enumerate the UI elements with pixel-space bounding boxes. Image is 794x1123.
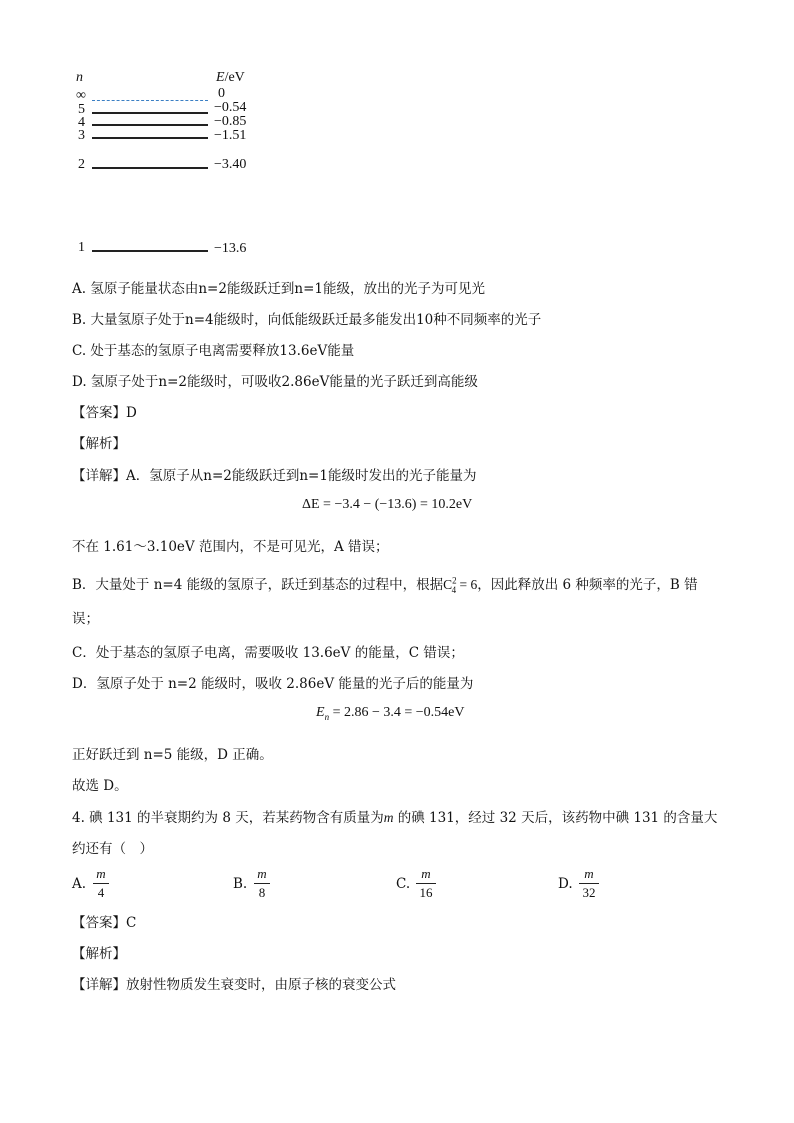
equation-en: $E_n = 2.86 - 3.4 = -0.54eV$ — [316, 705, 465, 722]
combination-formula: $C^2_4 = 6$ — [443, 575, 478, 595]
q4-answer: 【答案】C — [72, 915, 137, 931]
level-line-5 — [92, 112, 208, 114]
level-e-4: −0.85 — [214, 114, 247, 129]
q3-line-c: C．处于基态的氢原子电离，需要吸收 13.6eV 的能量，C 错误； — [72, 645, 464, 661]
level-e-3: −1.51 — [214, 128, 247, 143]
q4-stem-line1: 4. 碘 131 的半衰期约为 8 天，若某药物含有质量为m 的碘 131，经过 32 天后，该药物中碘 131 的含量大 — [72, 810, 718, 826]
q4-stem-line2: 约还有（ ） — [72, 841, 153, 857]
level-line-1 — [92, 250, 208, 252]
level-line-4 — [92, 124, 208, 126]
q3-answer — [72, 401, 137, 421]
equation-delta-e: ΔE = −3.4 − (−13.6) = 10.2eV — [302, 497, 473, 512]
q4-option-c-fraction: m 16 — [416, 866, 436, 901]
q4-option-d-label: D. — [558, 876, 573, 892]
q3-conclusion: 故选 D。 — [72, 778, 128, 794]
energy-level-diagram — [0, 0, 300, 270]
q3-line-a2: 不在 1.61～3.10eV 范围内，不是可见光，A 错误； — [72, 539, 389, 555]
n-axis-header: n — [76, 70, 83, 85]
detail-a-text: A．氢原子从n=2能级跃迁到n=1能级时发出的光子能量为 — [126, 468, 477, 484]
level-e-5: −0.54 — [214, 100, 247, 115]
q4-option-a-fraction: m 4 — [93, 866, 109, 901]
detail-tag: 【详解】 — [72, 468, 126, 484]
q4-option-c-label: C. — [396, 876, 411, 892]
q3-option-c: C. 处于基态的氢原子电离需要释放13.6eV能量 — [72, 343, 355, 359]
level-e-2: −3.40 — [214, 157, 247, 172]
q3-option-a: A. 氢原子能量状态由n=2能级跃迁到n=1能级，放出的光子为可见光 — [72, 281, 486, 297]
energy-axis-header: E/eV — [216, 70, 245, 85]
level-n-1: 1 — [78, 240, 85, 255]
q3-line-b2: 误； — [72, 611, 99, 627]
q3-analysis-tag: 【解析】 — [72, 436, 126, 452]
level-e-1: −13.6 — [214, 241, 247, 256]
level-line-2 — [92, 167, 208, 169]
level-n-2: 2 — [78, 157, 85, 172]
level-line-inf — [92, 100, 208, 101]
q3-option-d: D. 氢原子处于n=2能级时，可吸收2.86eV能量的光子跃迁到高能级 — [72, 374, 478, 390]
level-n-5: 5 — [78, 102, 85, 117]
q3-option-b: B. 大量氢原子处于n=4能级时，向低能级跃迁最多能发出10种不同频率的光子 — [72, 312, 542, 328]
q4-detail: 【详解】放射性物质发生衰变时，由原子核的衰变公式 — [72, 977, 396, 993]
q3-line-b1 — [72, 573, 698, 595]
level-e-inf: 0 — [218, 86, 225, 101]
line-b1-pre: B．大量处于 n=4 能级的氢原子，跃迁到基态的过程中，根据 — [72, 577, 444, 593]
level-n-3: 3 — [78, 128, 85, 143]
q4-option-d-fraction: m 32 — [579, 866, 599, 901]
q3-detail-a — [72, 464, 476, 484]
level-line-3 — [92, 137, 208, 139]
q4-option-a-label: A. — [72, 876, 87, 892]
answer-value: D — [126, 405, 137, 421]
q4-option-b-label: B. — [233, 876, 248, 892]
q4-option-b-fraction: m 8 — [254, 866, 270, 901]
q3-line-d: D．氢原子处于 n=2 能级时，吸收 2.86eV 能量的光子后的能量为 — [72, 676, 474, 692]
answer-tag: 【答案】 — [72, 405, 126, 421]
q3-line-d2: 正好跃迁到 n=5 能级，D 正确。 — [72, 747, 273, 763]
q4-analysis-tag: 【解析】 — [72, 946, 126, 962]
level-n-inf: ∞ — [76, 88, 86, 103]
level-n-4: 4 — [78, 115, 85, 130]
line-b1-post: ，因此释放出 6 种频率的光子，B 错 — [477, 577, 698, 593]
